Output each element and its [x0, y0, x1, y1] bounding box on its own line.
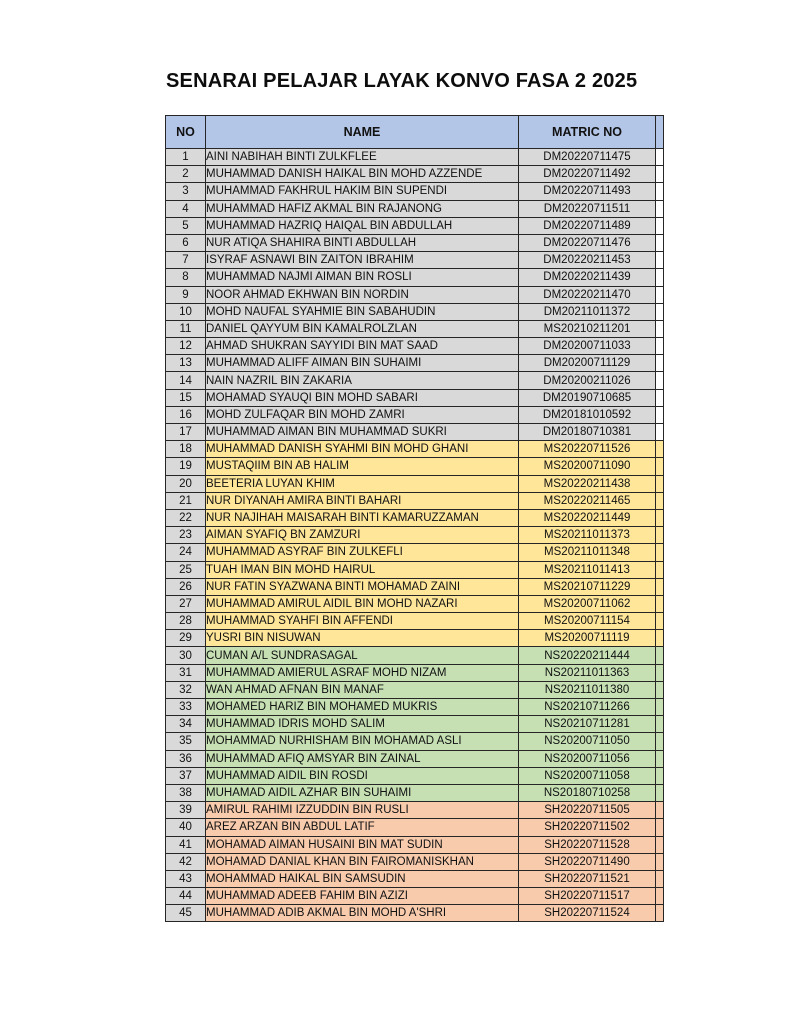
table-row — [166, 836, 664, 853]
cell-matric: NS20180710258 — [519, 784, 656, 801]
cell-name: MOHAMMAD HAIKAL BIN SAMSUDIN — [206, 870, 519, 887]
table-row — [166, 853, 664, 870]
cell-edge-strip — [656, 836, 664, 853]
cell-matric: MS20220711526 — [519, 441, 656, 458]
cell-matric: NS20200711050 — [519, 733, 656, 750]
cell-edge-strip — [656, 647, 664, 664]
cell-edge-strip — [656, 217, 664, 234]
cell-edge-strip — [656, 252, 664, 269]
cell-matric: DM20181010592 — [519, 406, 656, 423]
cell-edge-strip — [656, 561, 664, 578]
cell-no: 45 — [166, 905, 206, 922]
cell-name: YUSRI BIN NISUWAN — [206, 630, 519, 647]
table-row — [166, 303, 664, 320]
cell-matric: NS20200711056 — [519, 750, 656, 767]
cell-no: 4 — [166, 200, 206, 217]
cell-matric: DM20211011372 — [519, 303, 656, 320]
cell-edge-strip — [656, 613, 664, 630]
cell-name: MUHAMMAD HAZRIQ HAIQAL BIN ABDULLAH — [206, 217, 519, 234]
table-row — [166, 269, 664, 286]
cell-matric: NS20200711058 — [519, 767, 656, 784]
cell-edge-strip — [656, 389, 664, 406]
cell-edge-strip — [656, 200, 664, 217]
page-title: SENARAI PELAJAR LAYAK KONVO FASA 2 2025 — [166, 70, 638, 92]
cell-no: 40 — [166, 819, 206, 836]
cell-edge-strip — [656, 424, 664, 441]
cell-edge-strip — [656, 767, 664, 784]
cell-no: 28 — [166, 613, 206, 630]
cell-matric: DM20180710381 — [519, 424, 656, 441]
cell-matric: DM20220211439 — [519, 269, 656, 286]
table-row — [166, 699, 664, 716]
cell-name: AINI NABIHAH BINTI ZULKFLEE — [206, 149, 519, 166]
table-row — [166, 149, 664, 166]
cell-no: 38 — [166, 784, 206, 801]
cell-no: 30 — [166, 647, 206, 664]
cell-name: NUR ATIQA SHAHIRA BINTI ABDULLAH — [206, 234, 519, 251]
cell-matric: DM20220711489 — [519, 217, 656, 234]
cell-edge-strip — [656, 819, 664, 836]
cell-edge-strip — [656, 699, 664, 716]
cell-name: WAN AHMAD AFNAN BIN MANAF — [206, 681, 519, 698]
cell-matric: MS20200711154 — [519, 613, 656, 630]
cell-name: MUHAMMAD ASYRAF BIN ZULKEFLI — [206, 544, 519, 561]
cell-edge-strip — [656, 149, 664, 166]
cell-edge-strip — [656, 802, 664, 819]
cell-no: 7 — [166, 252, 206, 269]
cell-matric: SH20220711521 — [519, 870, 656, 887]
table-row — [166, 784, 664, 801]
cell-no: 9 — [166, 286, 206, 303]
cell-name: NOOR AHMAD EKHWAN BIN NORDIN — [206, 286, 519, 303]
cell-no: 29 — [166, 630, 206, 647]
cell-name: MOHAMMAD NURHISHAM BIN MOHAMAD ASLI — [206, 733, 519, 750]
cell-matric: DM20220211453 — [519, 252, 656, 269]
cell-no: 26 — [166, 578, 206, 595]
cell-edge-strip — [656, 888, 664, 905]
cell-name: MUHAMMAD AIDIL BIN ROSDI — [206, 767, 519, 784]
cell-edge-strip — [656, 853, 664, 870]
cell-name: MUHAMAD AIDIL AZHAR BIN SUHAIMI — [206, 784, 519, 801]
cell-matric: SH20220711502 — [519, 819, 656, 836]
cell-edge-strip — [656, 355, 664, 372]
table-row — [166, 406, 664, 423]
table-row — [166, 338, 664, 355]
cell-matric: DM20200711033 — [519, 338, 656, 355]
students-table — [165, 115, 664, 922]
cell-name: MOHAMED HARIZ BIN MOHAMED MUKRIS — [206, 699, 519, 716]
cell-edge-strip — [656, 595, 664, 612]
header-cell-name: NAME — [206, 116, 519, 149]
cell-name: MUHAMMAD DANISH SYAHMI BIN MOHD GHANI — [206, 441, 519, 458]
table-row — [166, 200, 664, 217]
cell-edge-strip — [656, 578, 664, 595]
cell-no: 34 — [166, 716, 206, 733]
table-row — [166, 527, 664, 544]
cell-no: 44 — [166, 888, 206, 905]
cell-edge-strip — [656, 492, 664, 509]
table-row — [166, 183, 664, 200]
cell-name: NUR DIYANAH AMIRA BINTI BAHARI — [206, 492, 519, 509]
cell-edge-strip — [656, 630, 664, 647]
cell-edge-strip — [656, 905, 664, 922]
cell-name: MOHAMAD SYAUQI BIN MOHD SABARI — [206, 389, 519, 406]
table-row — [166, 424, 664, 441]
cell-edge-strip — [656, 716, 664, 733]
table-row — [166, 372, 664, 389]
table-row — [166, 355, 664, 372]
cell-no: 5 — [166, 217, 206, 234]
cell-name: NUR FATIN SYAZWANA BINTI MOHAMAD ZAINI — [206, 578, 519, 595]
table-row — [166, 630, 664, 647]
table-row — [166, 870, 664, 887]
cell-matric: SH20220711524 — [519, 905, 656, 922]
cell-matric: MS20220211438 — [519, 475, 656, 492]
cell-no: 15 — [166, 389, 206, 406]
cell-name: CUMAN A/L SUNDRASAGAL — [206, 647, 519, 664]
cell-no: 41 — [166, 836, 206, 853]
cell-matric: NS20211011363 — [519, 664, 656, 681]
cell-edge-strip — [656, 183, 664, 200]
cell-name: MOHD NAUFAL SYAHMIE BIN SABAHUDIN — [206, 303, 519, 320]
cell-matric: NS20210711281 — [519, 716, 656, 733]
cell-matric: SH20220711505 — [519, 802, 656, 819]
table-row — [166, 613, 664, 630]
cell-no: 20 — [166, 475, 206, 492]
cell-matric: DM20220711492 — [519, 166, 656, 183]
cell-matric: NS20220211444 — [519, 647, 656, 664]
cell-edge-strip — [656, 733, 664, 750]
table-row — [166, 441, 664, 458]
cell-no: 37 — [166, 767, 206, 784]
table-row — [166, 458, 664, 475]
cell-no: 31 — [166, 664, 206, 681]
cell-name: DANIEL QAYYUM BIN KAMALROLZLAN — [206, 320, 519, 337]
cell-edge-strip — [656, 441, 664, 458]
cell-no: 14 — [166, 372, 206, 389]
table-row — [166, 647, 664, 664]
header-row — [166, 116, 664, 149]
table-row — [166, 320, 664, 337]
header-cell-matric: MATRIC NO — [519, 116, 656, 149]
cell-name: MUHAMMAD IDRIS MOHD SALIM — [206, 716, 519, 733]
table-row — [166, 888, 664, 905]
cell-name: AREZ ARZAN BIN ABDUL LATIF — [206, 819, 519, 836]
cell-edge-strip — [656, 320, 664, 337]
cell-name: NAIN NAZRIL BIN ZAKARIA — [206, 372, 519, 389]
cell-edge-strip — [656, 475, 664, 492]
cell-matric: SH20220711490 — [519, 853, 656, 870]
cell-edge-strip — [656, 527, 664, 544]
cell-edge-strip — [656, 870, 664, 887]
cell-matric: MS20200711090 — [519, 458, 656, 475]
cell-no: 18 — [166, 441, 206, 458]
cell-edge-strip — [656, 303, 664, 320]
cell-edge-strip — [656, 681, 664, 698]
table-row — [166, 544, 664, 561]
cell-no: 11 — [166, 320, 206, 337]
table-row — [166, 595, 664, 612]
cell-edge-strip — [656, 784, 664, 801]
cell-edge-strip — [656, 166, 664, 183]
cell-no: 12 — [166, 338, 206, 355]
cell-edge-strip — [656, 664, 664, 681]
table-row — [166, 802, 664, 819]
cell-matric: MS20211011413 — [519, 561, 656, 578]
cell-edge-strip — [656, 544, 664, 561]
cell-edge-strip — [656, 750, 664, 767]
cell-matric: MS20200711062 — [519, 595, 656, 612]
table-row — [166, 166, 664, 183]
cell-name: MUHAMMAD HAFIZ AKMAL BIN RAJANONG — [206, 200, 519, 217]
cell-name: MOHAMAD DANIAL KHAN BIN FAIROMANISKHAN — [206, 853, 519, 870]
table-row — [166, 286, 664, 303]
cell-matric: DM20220711476 — [519, 234, 656, 251]
header-cell-no: NO — [166, 116, 206, 149]
cell-matric: MS20211011373 — [519, 527, 656, 544]
cell-name: AMIRUL RAHIMI IZZUDDIN BIN RUSLI — [206, 802, 519, 819]
cell-no: 39 — [166, 802, 206, 819]
table-row — [166, 664, 664, 681]
table-row — [166, 217, 664, 234]
cell-name: MUHAMMAD NAJMI AIMAN BIN ROSLI — [206, 269, 519, 286]
header-cell-edge-strip — [656, 116, 664, 149]
cell-name: MUHAMMAD AMIRUL AIDIL BIN MOHD NAZARI — [206, 595, 519, 612]
cell-no: 42 — [166, 853, 206, 870]
table-body — [166, 149, 664, 922]
table-row — [166, 389, 664, 406]
cell-no: 33 — [166, 699, 206, 716]
cell-matric: DM20200711129 — [519, 355, 656, 372]
cell-edge-strip — [656, 509, 664, 526]
cell-name: BEETERIA LUYAN KHIM — [206, 475, 519, 492]
cell-name: ISYRAF ASNAWI BIN ZAITON IBRAHIM — [206, 252, 519, 269]
cell-matric: NS20210711266 — [519, 699, 656, 716]
cell-no: 25 — [166, 561, 206, 578]
cell-edge-strip — [656, 372, 664, 389]
cell-no: 35 — [166, 733, 206, 750]
cell-name: AHMAD SHUKRAN SAYYIDI BIN MAT SAAD — [206, 338, 519, 355]
cell-edge-strip — [656, 269, 664, 286]
cell-name: MUHAMMAD AFIQ AMSYAR BIN ZAINAL — [206, 750, 519, 767]
cell-name: NUR NAJIHAH MAISARAH BINTI KAMARUZZAMAN — [206, 509, 519, 526]
table-row — [166, 733, 664, 750]
cell-no: 36 — [166, 750, 206, 767]
cell-name: MUHAMMAD DANISH HAIKAL BIN MOHD AZZENDE — [206, 166, 519, 183]
cell-name: MUHAMMAD ALIFF AIMAN BIN SUHAIMI — [206, 355, 519, 372]
cell-no: 19 — [166, 458, 206, 475]
cell-name: AIMAN SYAFIQ BN ZAMZURI — [206, 527, 519, 544]
cell-matric: MS20220211465 — [519, 492, 656, 509]
cell-no: 13 — [166, 355, 206, 372]
table-row — [166, 475, 664, 492]
cell-no: 1 — [166, 149, 206, 166]
cell-matric: DM20220711511 — [519, 200, 656, 217]
table-row — [166, 905, 664, 922]
cell-matric: NS20211011380 — [519, 681, 656, 698]
table-row — [166, 819, 664, 836]
cell-matric: DM20190710685 — [519, 389, 656, 406]
cell-no: 16 — [166, 406, 206, 423]
cell-name: MUHAMMAD FAKHRUL HAKIM BIN SUPENDI — [206, 183, 519, 200]
cell-matric: DM20200211026 — [519, 372, 656, 389]
cell-no: 10 — [166, 303, 206, 320]
cell-edge-strip — [656, 338, 664, 355]
cell-no: 3 — [166, 183, 206, 200]
cell-no: 2 — [166, 166, 206, 183]
cell-edge-strip — [656, 286, 664, 303]
cell-name: MUHAMMAD ADEEB FAHIM BIN AZIZI — [206, 888, 519, 905]
table-header — [166, 116, 664, 149]
table-row — [166, 681, 664, 698]
cell-edge-strip — [656, 234, 664, 251]
table-row — [166, 578, 664, 595]
table-row — [166, 234, 664, 251]
cell-name: TUAH IMAN BIN MOHD HAIRUL — [206, 561, 519, 578]
cell-name: MOHAMAD AIMAN HUSAINI BIN MAT SUDIN — [206, 836, 519, 853]
cell-matric: MS20200711119 — [519, 630, 656, 647]
table-row — [166, 561, 664, 578]
cell-matric: DM20220711475 — [519, 149, 656, 166]
cell-no: 22 — [166, 509, 206, 526]
cell-matric: MS20220211449 — [519, 509, 656, 526]
cell-matric: MS20210211201 — [519, 320, 656, 337]
cell-no: 17 — [166, 424, 206, 441]
cell-no: 24 — [166, 544, 206, 561]
cell-no: 23 — [166, 527, 206, 544]
cell-no: 21 — [166, 492, 206, 509]
cell-no: 43 — [166, 870, 206, 887]
cell-no: 27 — [166, 595, 206, 612]
cell-matric: MS20210711229 — [519, 578, 656, 595]
cell-matric: SH20220711517 — [519, 888, 656, 905]
cell-matric: MS20211011348 — [519, 544, 656, 561]
cell-name: MOHD ZULFAQAR BIN MOHD ZAMRI — [206, 406, 519, 423]
cell-no: 6 — [166, 234, 206, 251]
cell-no: 32 — [166, 681, 206, 698]
table-row — [166, 767, 664, 784]
cell-name: MUSTAQIIM BIN AB HALIM — [206, 458, 519, 475]
cell-edge-strip — [656, 406, 664, 423]
table-row — [166, 492, 664, 509]
table-row — [166, 750, 664, 767]
cell-matric: SH20220711528 — [519, 836, 656, 853]
cell-matric: DM20220711493 — [519, 183, 656, 200]
cell-edge-strip — [656, 458, 664, 475]
cell-name: MUHAMMAD SYAHFI BIN AFFENDI — [206, 613, 519, 630]
cell-matric: DM20220211470 — [519, 286, 656, 303]
table-row — [166, 716, 664, 733]
cell-name: MUHAMMAD AMIERUL ASRAF MOHD NIZAM — [206, 664, 519, 681]
cell-name: MUHAMMAD ADIB AKMAL BIN MOHD A'SHRI — [206, 905, 519, 922]
cell-no: 8 — [166, 269, 206, 286]
table-row — [166, 509, 664, 526]
cell-name: MUHAMMAD AIMAN BIN MUHAMMAD SUKRI — [206, 424, 519, 441]
table-row — [166, 252, 664, 269]
